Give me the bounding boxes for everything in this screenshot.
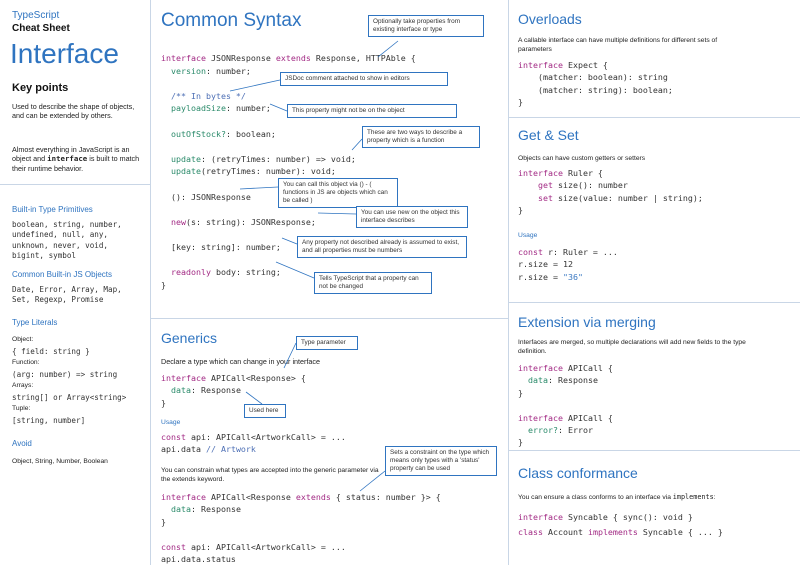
key-point-2-code: interface xyxy=(47,154,88,164)
sidebar-divider xyxy=(0,184,150,185)
literal-tuple-label: Tuple: xyxy=(12,405,31,412)
generics-code-2: interface APICall<Response extends { status: number }> { data: Response } const api: APICall<ArtworkCall> = ... api.data.status xyxy=(161,492,441,565)
brand-label: TypeScript xyxy=(12,10,60,21)
generics-usage-label: Usage xyxy=(161,419,181,426)
get-set-usage-label: Usage xyxy=(518,232,538,239)
generics-desc: Declare a type which can change in your interface xyxy=(161,357,321,366)
key-point-2-post: is built to match their runtime behavior. xyxy=(12,154,140,173)
overloads-desc: A callable interface can have multiple definitions for different sets of parameters xyxy=(518,37,718,53)
key-point-2 xyxy=(12,145,142,173)
get-set-desc: Objects can have custom getters or setters xyxy=(518,155,646,162)
key-points-heading: Key points xyxy=(12,82,69,94)
primitives-heading: Built-in Type Primitives xyxy=(12,205,93,214)
avoid-heading: Avoid xyxy=(12,439,32,448)
get-set-code: interface Ruler { get size(): number set size(value: number | string); } xyxy=(518,168,703,216)
cheat-sheet-label: Cheat Sheet xyxy=(12,23,70,34)
section-divider-getset xyxy=(508,117,800,118)
primitives-list: boolean, string, number, undefined, null, any, unknown, never, void, bigint, symbol xyxy=(12,220,122,260)
page-title: Interface xyxy=(10,38,119,69)
note-any-property: Any property not described already is assumed to exist, and all properties must be numbers xyxy=(297,236,467,258)
objects-list: Date, Error, Array, Map, Set, Regexp, Promise xyxy=(12,285,122,305)
section-divider-generics xyxy=(150,318,508,319)
common-syntax-code: interface JSONResponse extends Response, HTTPAble { version: number; /** In bytes */ payloadSize: number; outOfStock?: boolean; update: (retryTimes: number) => void; update(retryTimes: number): void; (): JSONResponse new(s: string): JSONResponse; [key: string]: number; readonly body: string; } xyxy=(161,53,416,290)
overloads-code: interface Expect { (matcher: boolean): string (matcher: string): boolean; } xyxy=(518,60,673,108)
literal-function-code: (arg: number) => string xyxy=(12,370,118,379)
get-set-usage-code: const r: Ruler = ... r.size = 12 r.size = "36" xyxy=(518,247,618,282)
literal-tuple-code: [string, number] xyxy=(12,416,86,425)
class-conformance-desc-pre: You can ensure a class conforms to an interface via xyxy=(518,494,673,501)
overloads-title: Overloads xyxy=(518,11,582,27)
generics-code-1: interface APICall<Response> { data: Response } xyxy=(161,373,306,408)
note-constraint: Sets a constraint on the type which means only types with a 'status' property can be used xyxy=(385,446,497,476)
note-readonly: Tells TypeScript that a property can not be changed xyxy=(314,272,432,294)
objects-heading: Common Built-in JS Objects xyxy=(12,270,113,279)
literal-arrays-label: Arrays: xyxy=(12,382,34,389)
generics-title: Generics xyxy=(161,330,218,346)
note-jsdoc: JSDoc comment attached to show in editors xyxy=(280,72,448,86)
generics-constrain-desc: You can constrain what types are accepted into the generic parameter via the extends keyword. xyxy=(161,467,379,483)
extension-code: interface APICall { data: Response } interface APICall { error?: Error } xyxy=(518,363,613,448)
note-might-not: This property might not be on the object xyxy=(287,104,457,118)
note-call-object: You can call this object via () - ( functions in JS are objects which can be called ) xyxy=(278,178,398,208)
class-conformance-desc-code: implements xyxy=(672,493,714,501)
literal-object-label: Object: xyxy=(12,336,34,343)
column-divider-right xyxy=(508,0,509,565)
extension-title: Extension via merging xyxy=(518,314,656,330)
note-optional-props: Optionally take properties from existing interface or type xyxy=(368,15,484,37)
key-point-1: Used to describe the shape of objects, and can be extended by others. xyxy=(12,102,135,121)
section-divider-extension xyxy=(508,302,800,303)
common-syntax-title: Common Syntax xyxy=(161,10,302,31)
note-type-parameter: Type parameter xyxy=(296,336,358,350)
generics-usage-code: const api: APICall<ArtworkCall> = ... api.data // Artwork xyxy=(161,432,346,455)
class-conformance-desc xyxy=(518,493,788,503)
column-divider-left xyxy=(150,0,151,565)
note-two-ways: These are two ways to describe a property which is a function xyxy=(362,126,480,148)
extension-desc: Interfaces are merged, so multiple declarations will add new fields to the type definition. xyxy=(518,339,746,355)
class-conformance-code: interface Syncable { sync(): void } class Account implements Syncable { ... } xyxy=(518,512,723,537)
note-used-here: Used here xyxy=(244,404,286,418)
class-conformance-title: Class conformance xyxy=(518,465,638,481)
key-point-2-pre: Almost everything in JavaScript is an object and xyxy=(12,145,130,164)
literal-arrays-code: string[] or Array<string> xyxy=(12,393,127,402)
literal-object-code: { field: string } xyxy=(12,347,90,356)
get-set-title: Get & Set xyxy=(518,127,579,143)
avoid-text: Object, String, Number, Boolean xyxy=(12,458,108,465)
literal-function-label: Function: xyxy=(12,359,40,366)
class-conformance-desc-post: : xyxy=(713,494,716,501)
literals-heading: Type Literals xyxy=(12,318,58,327)
note-use-new: You can use new on the object this interface describes xyxy=(356,206,468,228)
section-divider-class xyxy=(508,450,800,451)
